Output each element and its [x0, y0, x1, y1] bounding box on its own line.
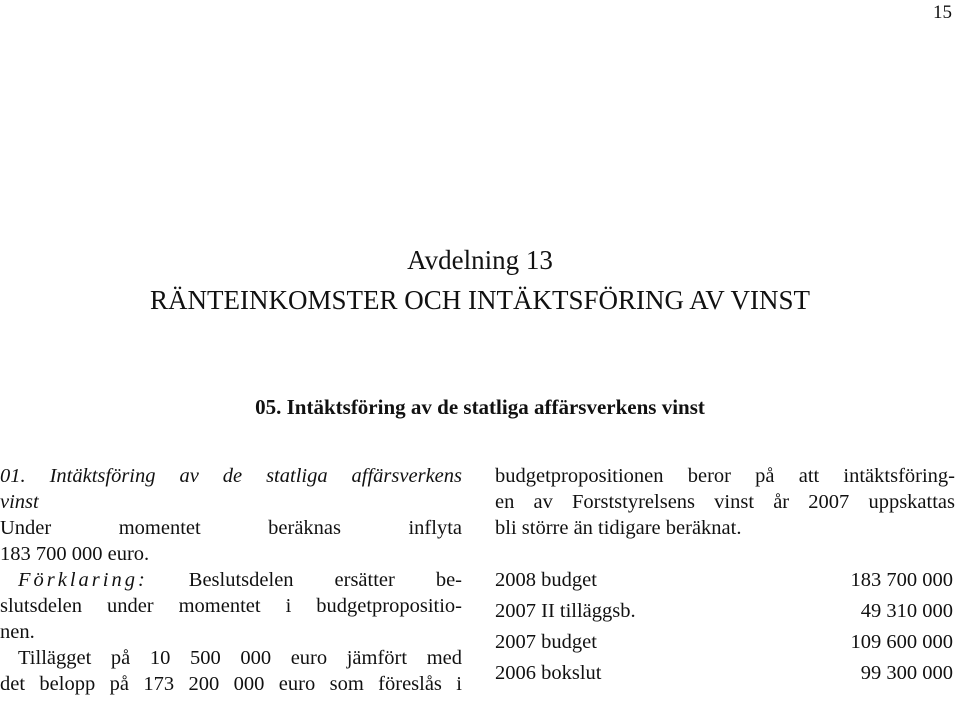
table-amount: 183 700 000 [850, 569, 953, 591]
table-label: 2006 bokslut [495, 662, 602, 684]
table-row [495, 660, 953, 691]
item-body-line1: Under momentet beräknas inflyta [0, 517, 462, 539]
right-line2: en av Forststyrelsens vinst år 2007 uppskattas [495, 491, 955, 513]
explanation-label: Förklaring: [18, 569, 148, 591]
explanation-text: Beslutsdelen ersätter be- [147, 569, 462, 591]
right-line1: budgetpropositionen beror på att intäktsföring- [495, 465, 955, 487]
section-heading [0, 240, 960, 320]
budget-table [495, 567, 953, 691]
section-title: RÄNTEINKOMSTER OCH INTÄKTSFÖRING AV VINST [149, 285, 811, 315]
table-amount: 109 600 000 [850, 631, 953, 653]
left-column [0, 463, 462, 697]
explanation-line3: nen. [0, 621, 35, 643]
table-row [495, 567, 953, 598]
table-label: 2007 II tilläggsb. [495, 600, 636, 622]
right-column [495, 463, 955, 691]
table-label: 2008 budget [495, 569, 597, 591]
addition-line2: det belopp på 173 200 000 euro som föreslås i [0, 673, 462, 695]
section-number: Avdelning 13 [407, 245, 553, 275]
item-body-line2: 183 700 000 euro. [0, 543, 150, 565]
item-title-line1: 01. Intäktsföring av de statliga affärsverkens [0, 465, 462, 487]
right-line3: bli större än tidigare beräknat. [495, 517, 742, 539]
table-amount: 49 310 000 [860, 600, 953, 622]
chapter-heading: 05. Intäktsföring av de statliga affärsverkens vinst [255, 395, 705, 419]
table-amount: 99 300 000 [860, 662, 953, 684]
addition-line1: Tillägget på 10 500 000 euro jämfört med [18, 647, 462, 669]
explanation-line2: slutsdelen under momentet i budgetpropositio- [0, 595, 462, 617]
page-number: 15 [933, 2, 952, 23]
table-label: 2007 budget [495, 631, 597, 653]
item-title-line2: vinst [0, 491, 39, 513]
explanation-line1 [0, 567, 462, 593]
table-row [495, 598, 953, 629]
table-row [495, 629, 953, 660]
